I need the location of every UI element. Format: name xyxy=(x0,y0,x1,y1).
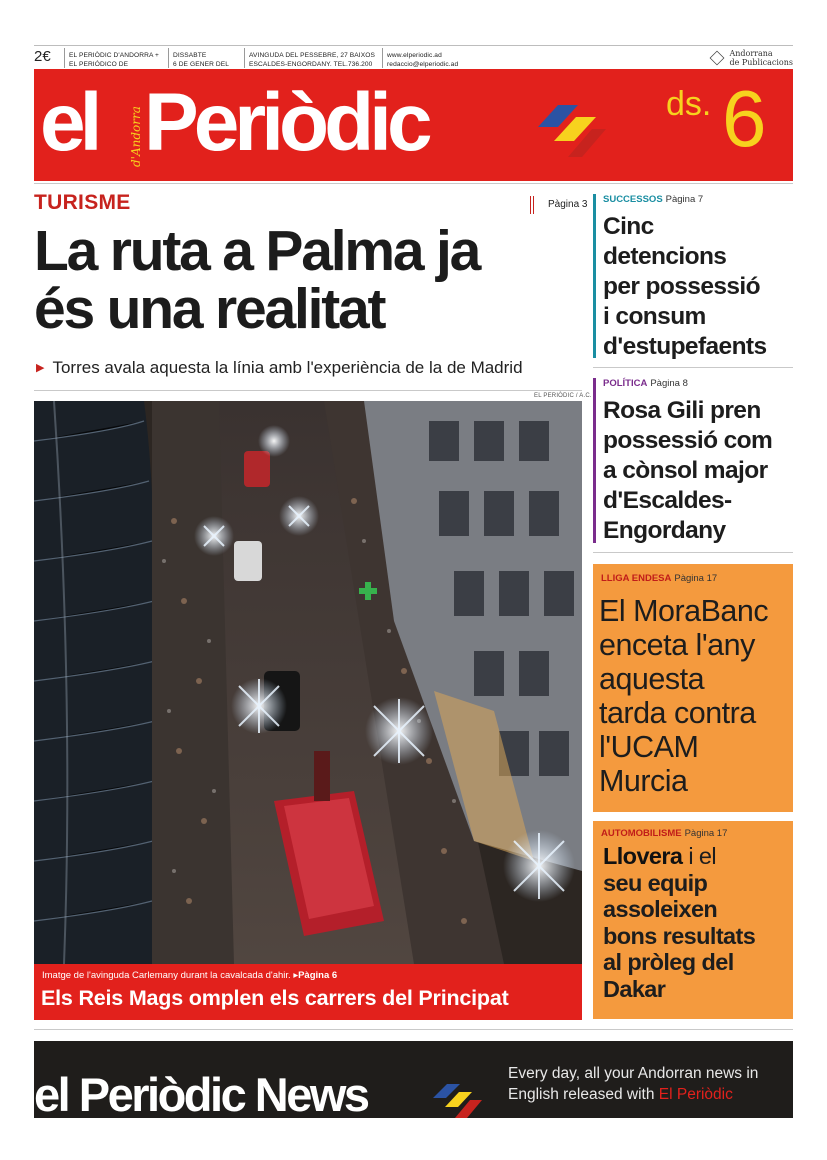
automobilisme-headline: Llovera i el seu equip assoleixen bons resultats al pròleg del Dakar xyxy=(603,843,756,1002)
photo-caption xyxy=(34,964,582,1020)
masthead xyxy=(34,69,793,181)
info-strip xyxy=(34,45,793,67)
lead-subhead-text: Torres avala aquesta la línia amb l'experiència de la de Madrid xyxy=(52,358,523,377)
news-logo: el Periòdic News xyxy=(34,1068,368,1118)
side-rule-1 xyxy=(593,367,793,368)
automobilisme-kicker: AUTOMOBILISME Pàgina 17 xyxy=(601,828,728,839)
successos-headline: Cinc detencions per possessió i consum d'estupefaents xyxy=(603,213,767,360)
website-link[interactable]: www.elperiodic.ad xyxy=(387,52,442,59)
news-tagline-line-1: Every day, all your Andorran news in xyxy=(508,1065,759,1082)
politica-kicker: POLÍTICA Pàgina 8 xyxy=(603,378,688,389)
successos-story[interactable] xyxy=(593,194,793,364)
publisher xyxy=(710,46,793,67)
date-line-1: DISSABTE xyxy=(173,52,207,59)
news-tagline-brand: El Periòdic xyxy=(658,1086,733,1103)
weekday: ds. xyxy=(666,85,712,123)
address-line-2: ESCALDES-ENGORDANY. TEL.736.200 xyxy=(249,60,373,68)
successos-accent-bar xyxy=(593,194,596,358)
address-line-1: AVINGUDA DEL PESSEBRE, 27 BAIXOS xyxy=(249,52,375,59)
news-flag-icon xyxy=(432,1084,482,1118)
edition-info xyxy=(64,48,168,68)
lead-kicker: TURISME xyxy=(34,191,131,214)
politica-accent-bar xyxy=(593,378,596,543)
masthead-rule xyxy=(34,183,793,184)
masthead-dandorra: d'Andorra xyxy=(129,106,143,167)
date-line-2: 6 DE GENER DEL xyxy=(173,60,229,68)
date-info xyxy=(168,48,244,68)
news-banner[interactable] xyxy=(34,1041,793,1118)
bullet-triangle-icon: ▶ xyxy=(36,362,45,374)
parade-photo-illustration xyxy=(34,401,582,964)
side-rule-2 xyxy=(593,552,793,553)
caption-headline[interactable]: Els Reis Mags omplen els carrers del Principat xyxy=(41,986,509,1010)
successos-kicker: SUCCESSOS Pàgina 7 xyxy=(603,194,704,205)
edition-line-2: EL PERIÓDICO DE xyxy=(69,60,129,68)
publisher-logo-icon xyxy=(710,51,725,66)
politica-page-ref[interactable]: Pàgina 8 xyxy=(650,378,688,389)
lliga-kicker: LLIGA ENDESA Pàgina 17 xyxy=(601,573,718,584)
email-link[interactable]: redaccio@elperiodic.ad xyxy=(387,60,459,68)
politica-story[interactable] xyxy=(593,378,793,548)
caption-small: Imatge de l'avinguda Carlemany durant la cavalcada d'ahir. ▸Pàgina 6 xyxy=(42,970,338,981)
masthead-el: el xyxy=(40,77,97,168)
lead-headline[interactable] xyxy=(34,219,574,341)
andorra-flag-icon xyxy=(536,105,606,161)
caption-page-ref[interactable]: ▸Pàgina 6 xyxy=(293,970,338,981)
automobilisme-story[interactable] xyxy=(593,821,793,1019)
lliga-page-ref[interactable]: Pàgina 17 xyxy=(674,573,718,584)
price: 2€ xyxy=(34,48,51,65)
news-tagline-line-2: English released with xyxy=(508,1086,659,1103)
successos-page-ref[interactable]: Pàgina 7 xyxy=(665,194,704,205)
politica-headline: Rosa Gili pren possessió com a cònsol major d'Escaldes- Engordany xyxy=(603,397,773,544)
web-info xyxy=(382,48,542,68)
publisher-line-1: Andorrana xyxy=(729,49,773,58)
news-tagline xyxy=(508,1063,788,1105)
bottom-rule xyxy=(34,1029,793,1030)
lead-photo[interactable] xyxy=(34,401,582,964)
lead-headline-line-2: és una realitat xyxy=(34,277,385,341)
day-number: 6 xyxy=(722,74,767,163)
lead-rule xyxy=(34,390,582,391)
lead-headline-line-1: La ruta a Palma ja xyxy=(34,219,480,283)
edition-line-1: EL PERIÒDIC D'ANDORRA + xyxy=(69,52,159,59)
publisher-line-2: de Publicacions xyxy=(729,58,793,67)
lliga-headline: El MoraBanc enceta l'any aquesta tarda contra l'UCAM Murcia xyxy=(599,594,769,798)
lead-subhead xyxy=(36,358,523,378)
lead-page-ref[interactable]: Pàgina 3 xyxy=(530,196,587,214)
lliga-story[interactable] xyxy=(593,564,793,812)
photo-credit: EL PERIÒDIC / A.C. xyxy=(534,393,592,399)
masthead-title: Periòdic xyxy=(144,77,428,168)
address-info xyxy=(244,48,382,68)
automobilisme-page-ref[interactable]: Pàgina 17 xyxy=(684,828,728,839)
automobilisme-headline-name: Llovera xyxy=(603,843,683,869)
